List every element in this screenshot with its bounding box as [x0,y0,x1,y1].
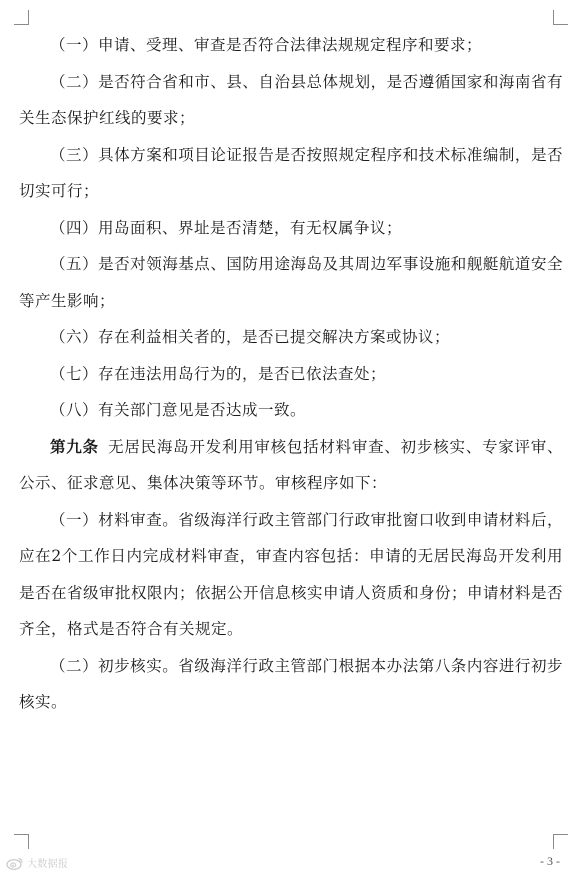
paragraph-item-7: （七）存在违法用岛行为的，是否已依法查处； [50,364,387,383]
paragraph-step-1: （一）材料审查。省级海洋行政主管部门行政审批窗口收到申请材料后，应在2个工作日内完成材料审查，审查内容包括：申请的无居民海岛开发利用是否在省级审批权限内；依据公开信息核实申请人资质和身份；申请材料是否齐全，格式是否符合有关规定。 [19,510,564,638]
crop-mark-bottom-right [553,834,568,849]
article-9-paragraph [19,429,563,502]
weibo-logo-icon [6,856,24,870]
paragraph-item-4: （四）用岛面积、界址是否清楚，有无权属争议； [50,218,403,237]
paragraph-item-3: （三）具体方案和项目论证报告是否按照规定程序和技术标准编制，是否切实可行； [19,145,563,200]
page-number: - 3 - [540,854,560,868]
article-number: 第九条 [50,437,99,456]
paragraph-step-2: （二）初步核实。省级海洋行政主管部门根据本办法第八条内容进行初步核实。 [19,656,563,711]
watermark [6,855,68,870]
crop-mark-top-right [553,10,568,25]
paragraph-item-8: （八）有关部门意见是否达成一致。 [50,401,307,419]
paragraph-item-1: （一）申请、受理、审查是否符合法律法规规定程序和要求； [50,36,483,54]
paragraph-item-2: （二）是否符合省和市、县、自治县总体规划，是否遵循国家和海南省有关生态保护红线的要求； [19,72,563,127]
crop-mark-bottom-left [14,834,29,849]
paragraph-item-6: （六）存在利益相关者的，是否已提交解决方案或协议； [50,328,451,346]
watermark-text: 大数据报 [27,859,69,870]
paragraph-item-5: （五）是否对领海基点、国防用途海岛及其周边军事设施和舰艇航道安全等产生影响； [19,255,563,310]
crop-mark-top-left [14,10,29,25]
document-body [19,27,563,721]
article-9-text: 无居民海岛开发利用审核包括材料审查、初步核实、专家评审、公示、征求意见、集体决策等环节。审核程序如下： [19,437,563,492]
